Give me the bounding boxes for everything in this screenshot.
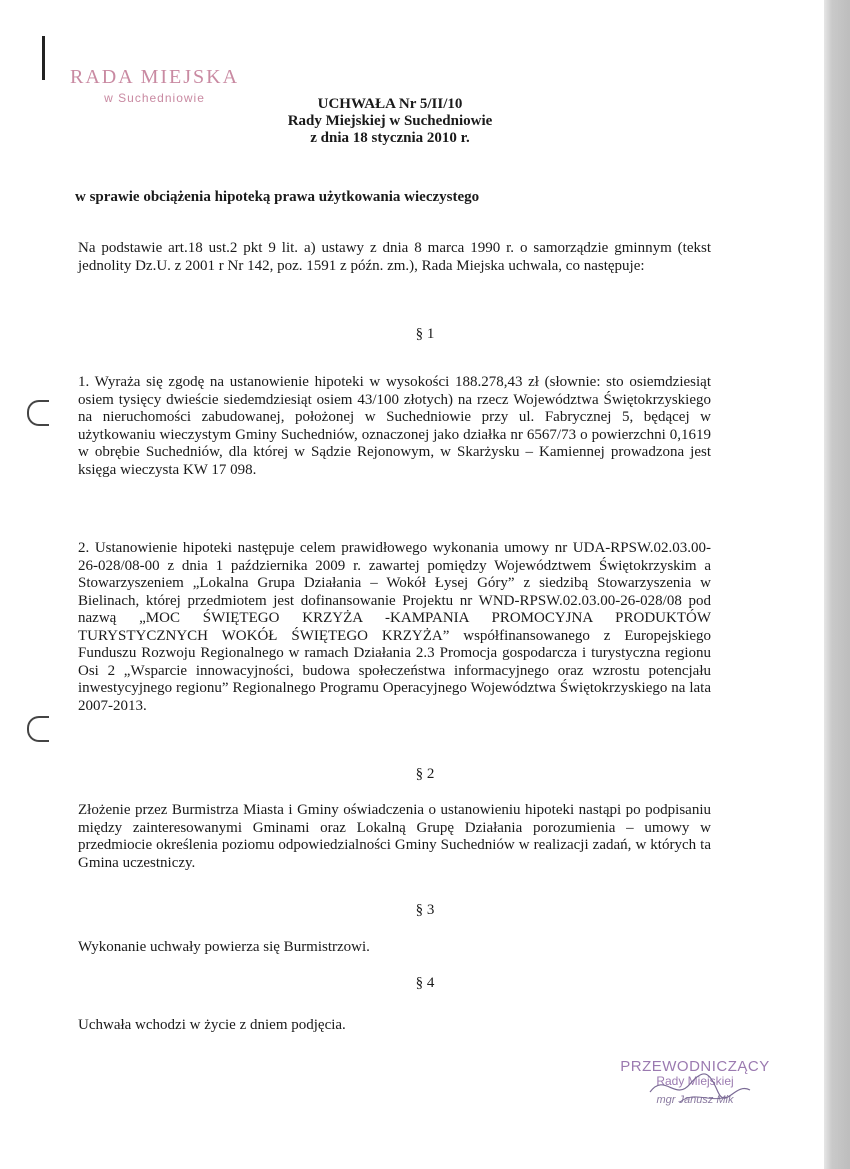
resolution-issuer: Rady Miejskiej w Suchedniowie xyxy=(287,113,493,129)
section-3-text: Wykonanie uchwały powierza się Burmistrzowi. xyxy=(78,939,370,955)
scan-edge xyxy=(824,0,850,1169)
stamp-line-2: w Suchedniowie xyxy=(104,91,205,105)
resolution-header xyxy=(230,96,550,147)
section-1-heading: § 1 xyxy=(415,326,435,342)
section-3-heading: § 3 xyxy=(415,902,435,918)
punch-hole-icon xyxy=(27,400,49,426)
council-stamp xyxy=(70,66,239,105)
handwritten-signature xyxy=(640,1062,760,1112)
resolution-title: UCHWAŁA Nr 5/II/10 xyxy=(317,96,463,112)
section-4-heading: § 4 xyxy=(415,975,435,991)
scan-mark xyxy=(42,36,45,80)
section-2-heading: § 2 xyxy=(415,766,435,782)
section-1-paragraph-1: 1. Wyraża się zgodę na ustanowienie hipoteki w wysokości 188.278,43 zł (słownie: sto osiemdziesiąt osiem tysięcy dwieście siedemdziesiąt osiem 43/100 złotych) na rzecz Województwa Świętokrzyskiego na nieruchomości zabudowanej, położonej w Suchedniowie przy ul. Fabrycznej 5, będącej w użytkowaniu wieczystym Gminy Suchedniów, oznaczonej jako działka nr 6567/73 o powierzchni 0,1619 w obrębie Suchedniów, dla której w Sądzie Rejonowym, w Skarżysku – Kamiennej prowadzona jest księga wieczysta KW 17 098. xyxy=(78,374,711,478)
section-4-text: Uchwała wchodzi w życie z dniem podjęcia. xyxy=(78,1017,346,1033)
resolution-date: z dnia 18 stycznia 2010 r. xyxy=(310,130,470,146)
signature-body: Rady Miejskiej xyxy=(656,1074,734,1088)
signature-title: PRZEWODNICZĄCY xyxy=(620,1058,770,1075)
section-1-paragraph-2: 2. Ustanowienie hipoteki następuje celem prawidłowego wykonania umowy nr UDA-RPSW.02.03.00-26-028/08-00 z dnia 1 października 2009 r. zawartej pomiędzy Województwem Świętokrzyskim a Stowarzyszeniem „Lokalna Grupa Działania – Wokół Łysej Góry” z siedzibą Stowarzyszenia w Bielinach, której przedmiotem jest dofinansowanie Projektu nr WND-RPSW.02.03.00-26-028/08 pod nazwą „MOC ŚWIĘTEGO KRZYŻA -KAMPANIA PROMOCYJNA PRODUKTÓW TURYSTYCZNYCH WOKÓŁ ŚWIĘTEGO KRZYŻA” współfinansowanego z Europejskiego Funduszu Rozwoju Regionalnego w ramach Działania 2.3 Promocja gospodarcza i turystyczna regionu Osi 2 „Wsparcie innowacyjności, budowa społeczeństwa informacyjnego oraz wzrostu potencjału inwestycyjnego regionu” Regionalnego Programu Operacyjnego Województwa Świętokrzyskiego na lata 2007-2013. xyxy=(78,540,711,714)
stamp-line-1: RADA MIEJSKA xyxy=(70,66,240,88)
resolution-subject: w sprawie obciążenia hipoteką prawa użytkowania wieczystego xyxy=(75,189,480,205)
punch-hole-icon xyxy=(27,716,49,742)
signature-name: mgr Janusz Mik xyxy=(656,1094,734,1106)
preamble: Na podstawie art.18 ust.2 pkt 9 lit. a) ustawy z dnia 8 marca 1990 r. o samorządzie gminnym (tekst jednolity Dz.U. z 2001 r Nr 142, poz. 1591 z późn. zm.), Rada Miejska uchwala, co następuje: xyxy=(78,240,711,274)
section-2-text: Złożenie przez Burmistrza Miasta i Gminy oświadczenia o ustanowieniu hipoteki nastąpi po podpisaniu między zainteresowanymi Gminami oraz Lokalną Grupę Działania porozumienia – umowy w przedmiocie określenia poziomu odpowiedzialności Gminy Suchedniów w realizacji zadań, w których ta Gmina uczestniczy. xyxy=(78,802,711,871)
